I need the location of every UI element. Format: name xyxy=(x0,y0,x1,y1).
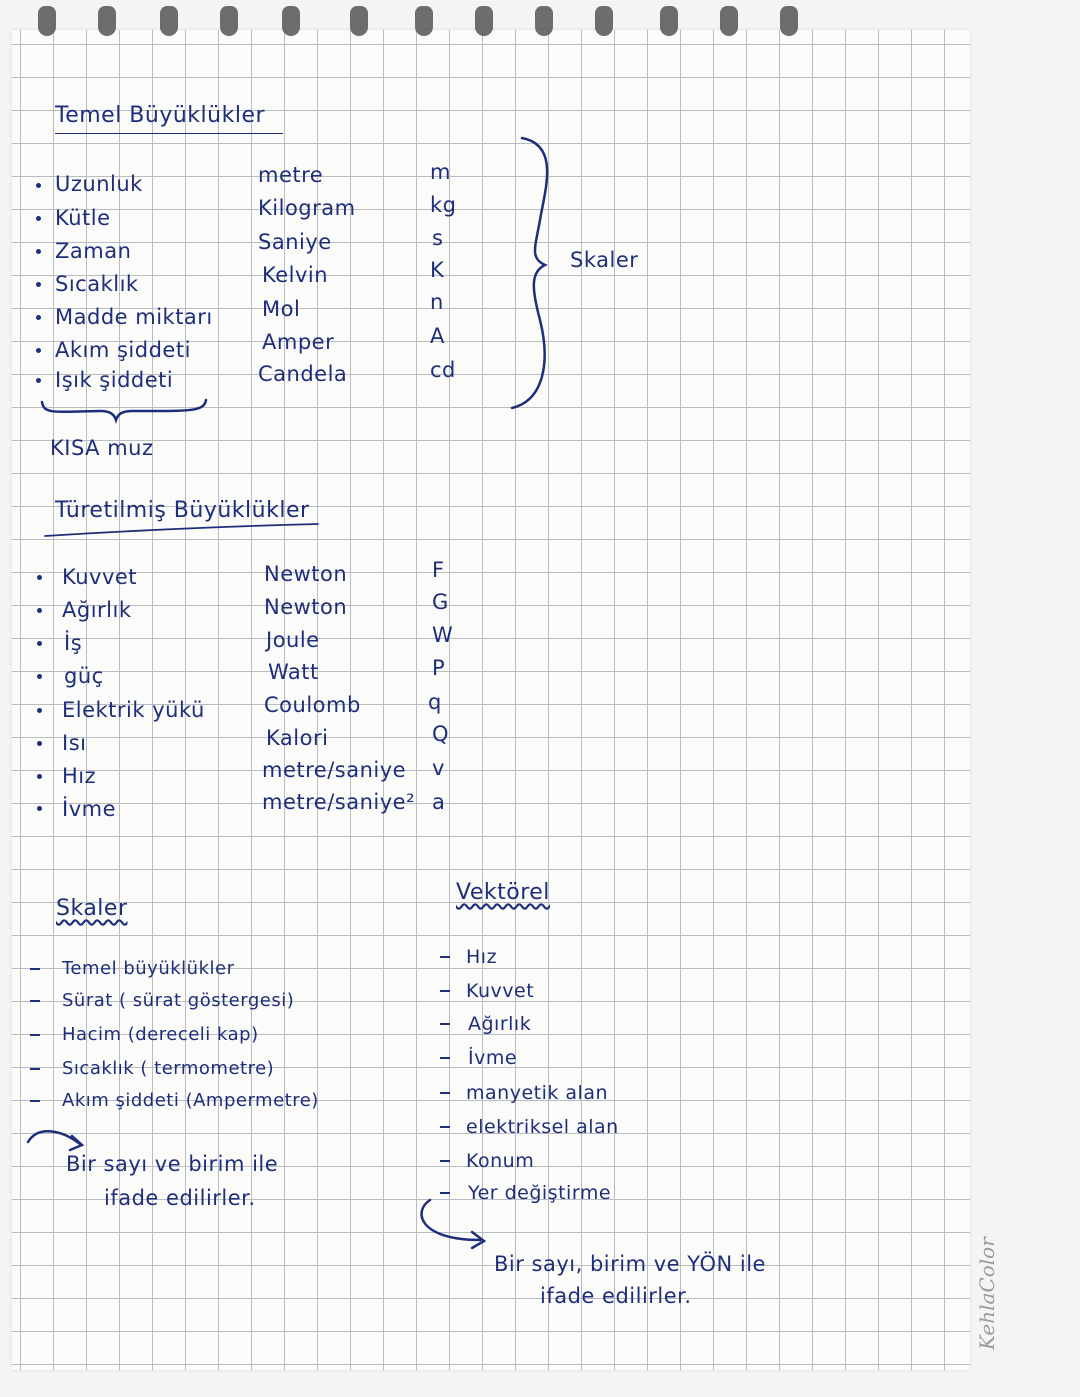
brace-label: Skaler xyxy=(570,248,639,272)
vektorel-title: Vektörel xyxy=(456,880,550,905)
unit-symbol: m xyxy=(430,160,451,184)
watermark: KehlaColor xyxy=(975,1237,999,1350)
unit-name: Candela xyxy=(258,362,348,386)
quantity-name: Akım şiddeti xyxy=(55,338,191,362)
unit-symbol: K xyxy=(430,258,445,282)
quantity-name: güç xyxy=(64,664,104,688)
unit-name: Newton xyxy=(264,562,348,586)
unit-name: Kelvin xyxy=(262,263,329,287)
unit-name: Kalori xyxy=(266,726,329,750)
quantity-name: İvme xyxy=(62,797,116,821)
unit-symbol: W xyxy=(432,623,454,647)
unit-name: Amper xyxy=(262,330,335,354)
quantity-name: Isı xyxy=(62,731,87,755)
unit-symbol: a xyxy=(432,790,446,814)
quantity-name: Madde miktarı xyxy=(55,305,213,329)
unit-symbol: q xyxy=(428,690,442,714)
turetilmis-underline xyxy=(45,524,318,536)
vektorel-note-line2: ifade edilirler. xyxy=(540,1284,692,1308)
mnemonic: KISA muz xyxy=(50,436,154,460)
unit-symbol: G xyxy=(432,590,449,614)
quantity-name: Kuvvet xyxy=(62,565,138,589)
unit-name: Kilogram xyxy=(258,196,356,220)
unit-name: Newton xyxy=(264,595,348,619)
quantity-name: Hız xyxy=(62,764,97,788)
quantity-name: Uzunluk xyxy=(55,172,143,196)
unit-symbol: s xyxy=(432,226,444,250)
unit-symbol: cd xyxy=(430,358,456,382)
unit-name: metre/saniye xyxy=(262,758,407,782)
unit-name: Watt xyxy=(268,660,319,684)
unit-symbol: n xyxy=(430,290,444,314)
quantity-name: Kütle xyxy=(55,206,111,230)
curly-brace xyxy=(512,138,547,408)
vektorel-arrow xyxy=(422,1200,484,1248)
unit-name: Coulomb xyxy=(264,693,361,717)
skaler-title: Skaler xyxy=(56,896,128,921)
quantity-name: Ağırlık xyxy=(62,598,132,622)
unit-symbol: P xyxy=(432,656,446,680)
vektorel-note-line1: Bir sayı, birim ve YÖN ile xyxy=(494,1252,766,1276)
turetilmis-title: Türetilmiş Büyüklükler xyxy=(55,498,310,523)
unit-name: metre xyxy=(258,163,324,187)
skaler-arrow xyxy=(28,1131,82,1150)
quantity-name: Elektrik yükü xyxy=(62,698,205,722)
unit-symbol: v xyxy=(432,756,445,780)
unit-name: Joule xyxy=(266,628,320,652)
unit-name: metre/saniye² xyxy=(262,790,415,814)
quantity-name: İş xyxy=(64,631,83,655)
temel-title: Temel Büyüklükler xyxy=(55,103,266,128)
skaler-note-line2: ifade edilirler. xyxy=(104,1186,256,1210)
skaler-note-line1: Bir sayı ve birim ile xyxy=(66,1152,279,1176)
unit-name: Mol xyxy=(262,297,301,321)
unit-symbol: A xyxy=(430,324,445,348)
quantity-name: Zaman xyxy=(55,239,132,263)
unit-name: Saniye xyxy=(258,230,332,254)
underbrace xyxy=(42,400,206,420)
unit-symbol: Q xyxy=(432,722,450,746)
quantity-name: Sıcaklık xyxy=(55,272,139,296)
quantity-name: Işık şiddeti xyxy=(55,368,174,392)
unit-symbol: F xyxy=(432,558,445,582)
unit-symbol: kg xyxy=(430,193,457,217)
